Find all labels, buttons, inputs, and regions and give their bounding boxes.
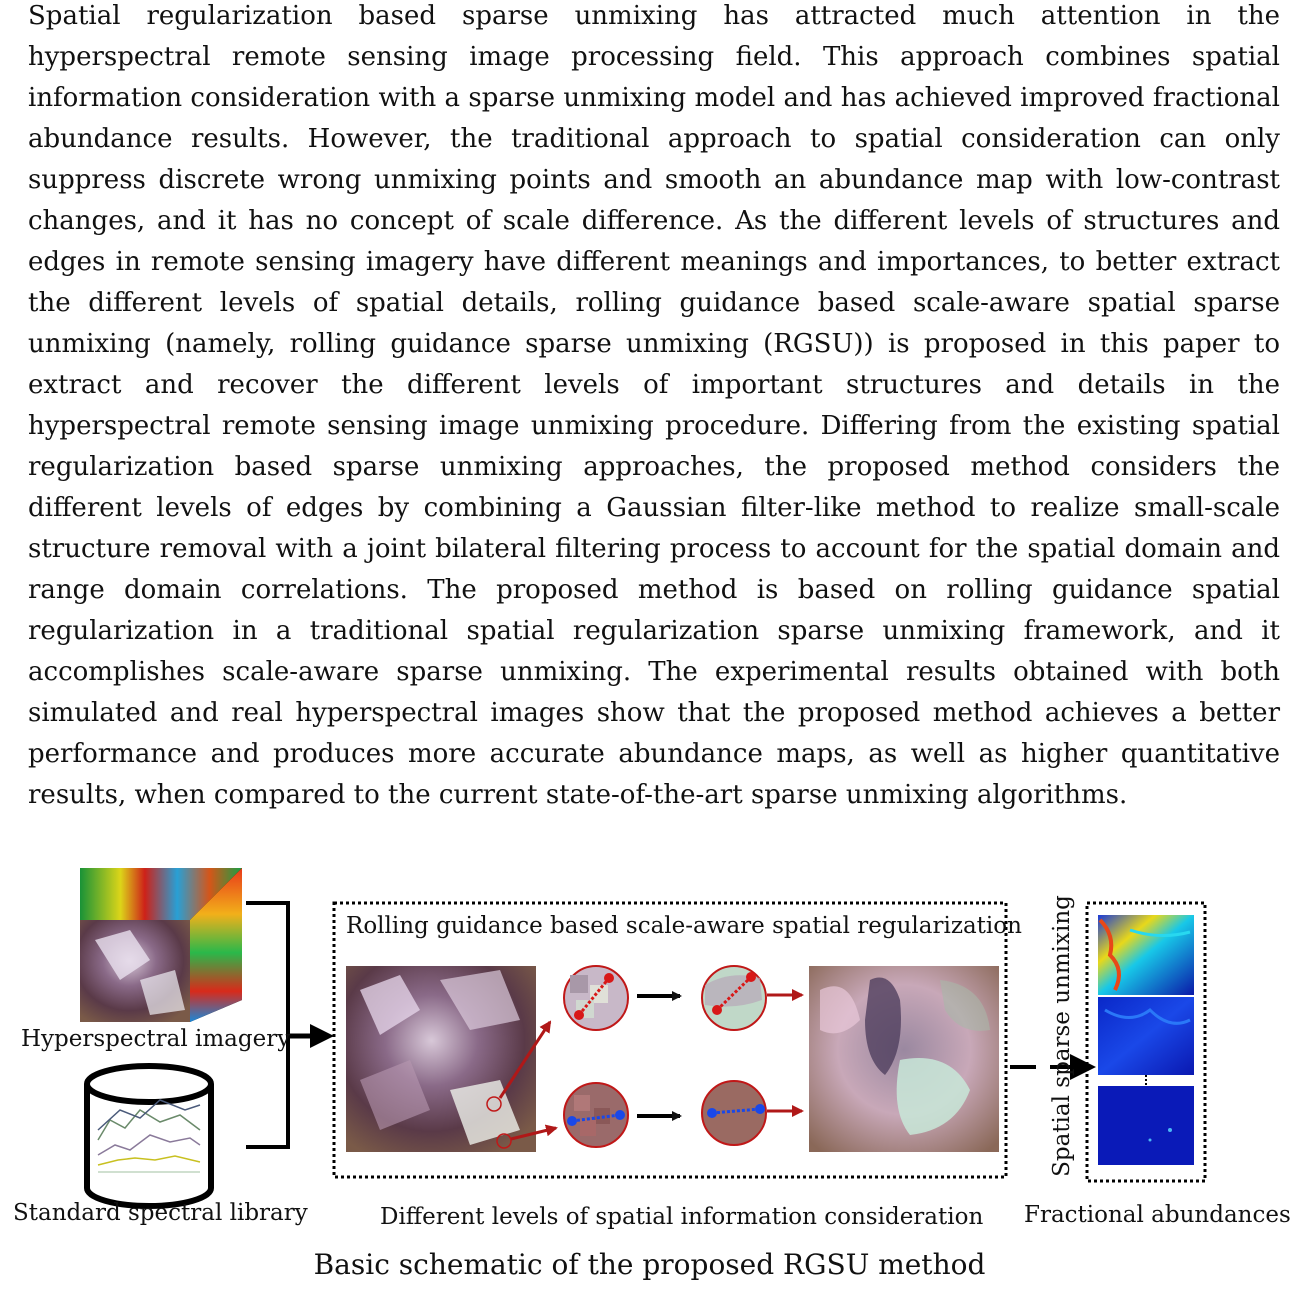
smoothed-output-image	[809, 966, 999, 1152]
spatial-sparse-unmixing-label: Spatial sparse unmixing	[1049, 895, 1075, 1177]
input-bracket	[246, 903, 334, 1147]
figure-caption: Basic schematic of the proposed RGSU method	[313, 1248, 986, 1281]
hyperspectral-imagery-label: Hyperspectral imagery	[21, 1026, 291, 1052]
input-terrain-image	[346, 966, 536, 1152]
abstract-paragraph: Spatial regularization based sparse unmixing has attracted much attention in the hyperspectral remote sensing image processing field. This approach combines spatial information consideration with a sparse unmixing model and has achieved improved fractional abundance results. However, the traditional approach to spatial consideration can only suppress discrete wrong unmixing points and smooth an abundance map with low-contrast changes, and it has no concept of scale difference. As the different levels of structures and edges in remote sensing imagery have different meanings and importances, to better extract the different levels of spatial details, rolling guidance based scale-aware spatial sparse unmixing (namely, rolling guidance sparse unmixing (RGSU)) is proposed in this paper to extract and recover the different levels of important structures and details in the hyperspectral remote sensing image unmixing procedure. Differing from the existing spatial regularization based sparse unmixing approaches, the proposed method considers the different levels of edges by combining a Gaussian filter-like method to realize small-scale structure removal with a joint bilateral filtering process to account for the spatial domain and range domain correlations. The proposed method is based on rolling guidance spatial regularization in a traditional spatial regularization sparse unmixing framework, and it accomplishes scale-aware sparse unmixing. The experimental results obtained with both simulated and real hyperspectral images show that the proposed method achieves a better performance and produces more accurate abundance maps, as well as higher quantitative results, when compared to the current state-of-the-art sparse unmixing algorithms.	[28, 1, 1280, 810]
hyperspectral-cube-image	[80, 868, 242, 1022]
rgsu-schematic-figure	[0, 860, 1299, 1291]
spatial-information-label: Different levels of spatial information consideration	[380, 1204, 984, 1230]
spectral-library-cylinder	[87, 1066, 211, 1206]
abundance-maps	[1098, 915, 1194, 1165]
zoom-circle-coarse-top	[564, 966, 628, 1030]
zoom-circle-smooth-bottom	[702, 1081, 766, 1145]
zoom-circle-coarse-bottom	[564, 1083, 628, 1147]
zoom-circle-smooth-top	[702, 966, 766, 1030]
regularization-box-title: Rolling guidance based scale-aware spatial regularization	[346, 913, 1022, 939]
fractional-abundances-label: Fractional abundances	[1024, 1202, 1291, 1228]
spectral-library-label: Standard spectral library	[13, 1200, 308, 1226]
